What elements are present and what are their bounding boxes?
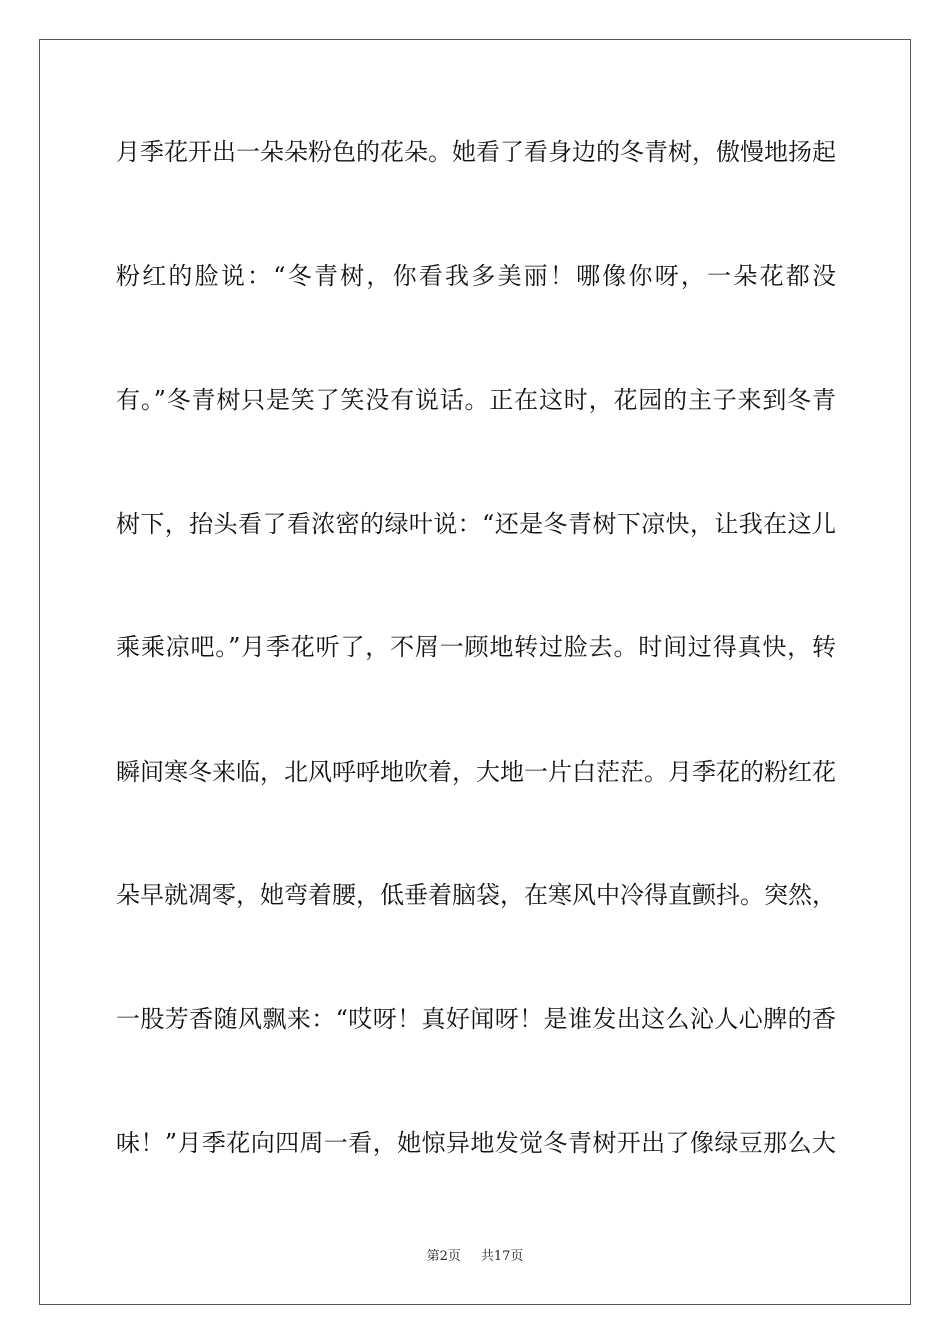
body-text-line-5: 乘乘凉吧。”月季花听了，不屑一顾地转过脸去。时间过得真快，转 [116,633,836,661]
body-text-line-8: 一股芳香随风飘来：“哎呀！真好闻呀！是谁发出这么沁人心脾的香 [116,1005,836,1033]
page-border [39,39,911,1305]
body-text-line-7: 朵早就凋零，她弯着腰，低垂着脑袋，在寒风中冷得直颤抖。突然， [116,881,836,909]
body-text-line-2: 粉红的脸说：“冬青树，你看我多美丽！哪像你呀，一朵花都没 [116,262,836,290]
total-pages: 共17页 [480,1249,524,1264]
body-text-line-9: 味！”月季花向四周一看，她惊异地发觉冬青树开出了像绿豆那么大 [116,1129,836,1157]
body-text-line-1: 月季花开出一朵朵粉色的花朵。她看了看身边的冬青树，傲慢地扬起 [116,138,836,166]
body-text-line-6: 瞬间寒冬来临，北风呼呼地吹着，大地一片白茫茫。月季花的粉红花 [116,758,836,786]
page-footer [0,1248,950,1266]
body-text-line-3: 有。”冬青树只是笑了笑没有说话。正在这时，花园的主子来到冬青 [116,386,836,414]
body-text-line-4: 树下，抬头看了看浓密的绿叶说：“还是冬青树下凉快，让我在这儿 [116,510,836,538]
page-number: 第2页 [426,1249,461,1264]
